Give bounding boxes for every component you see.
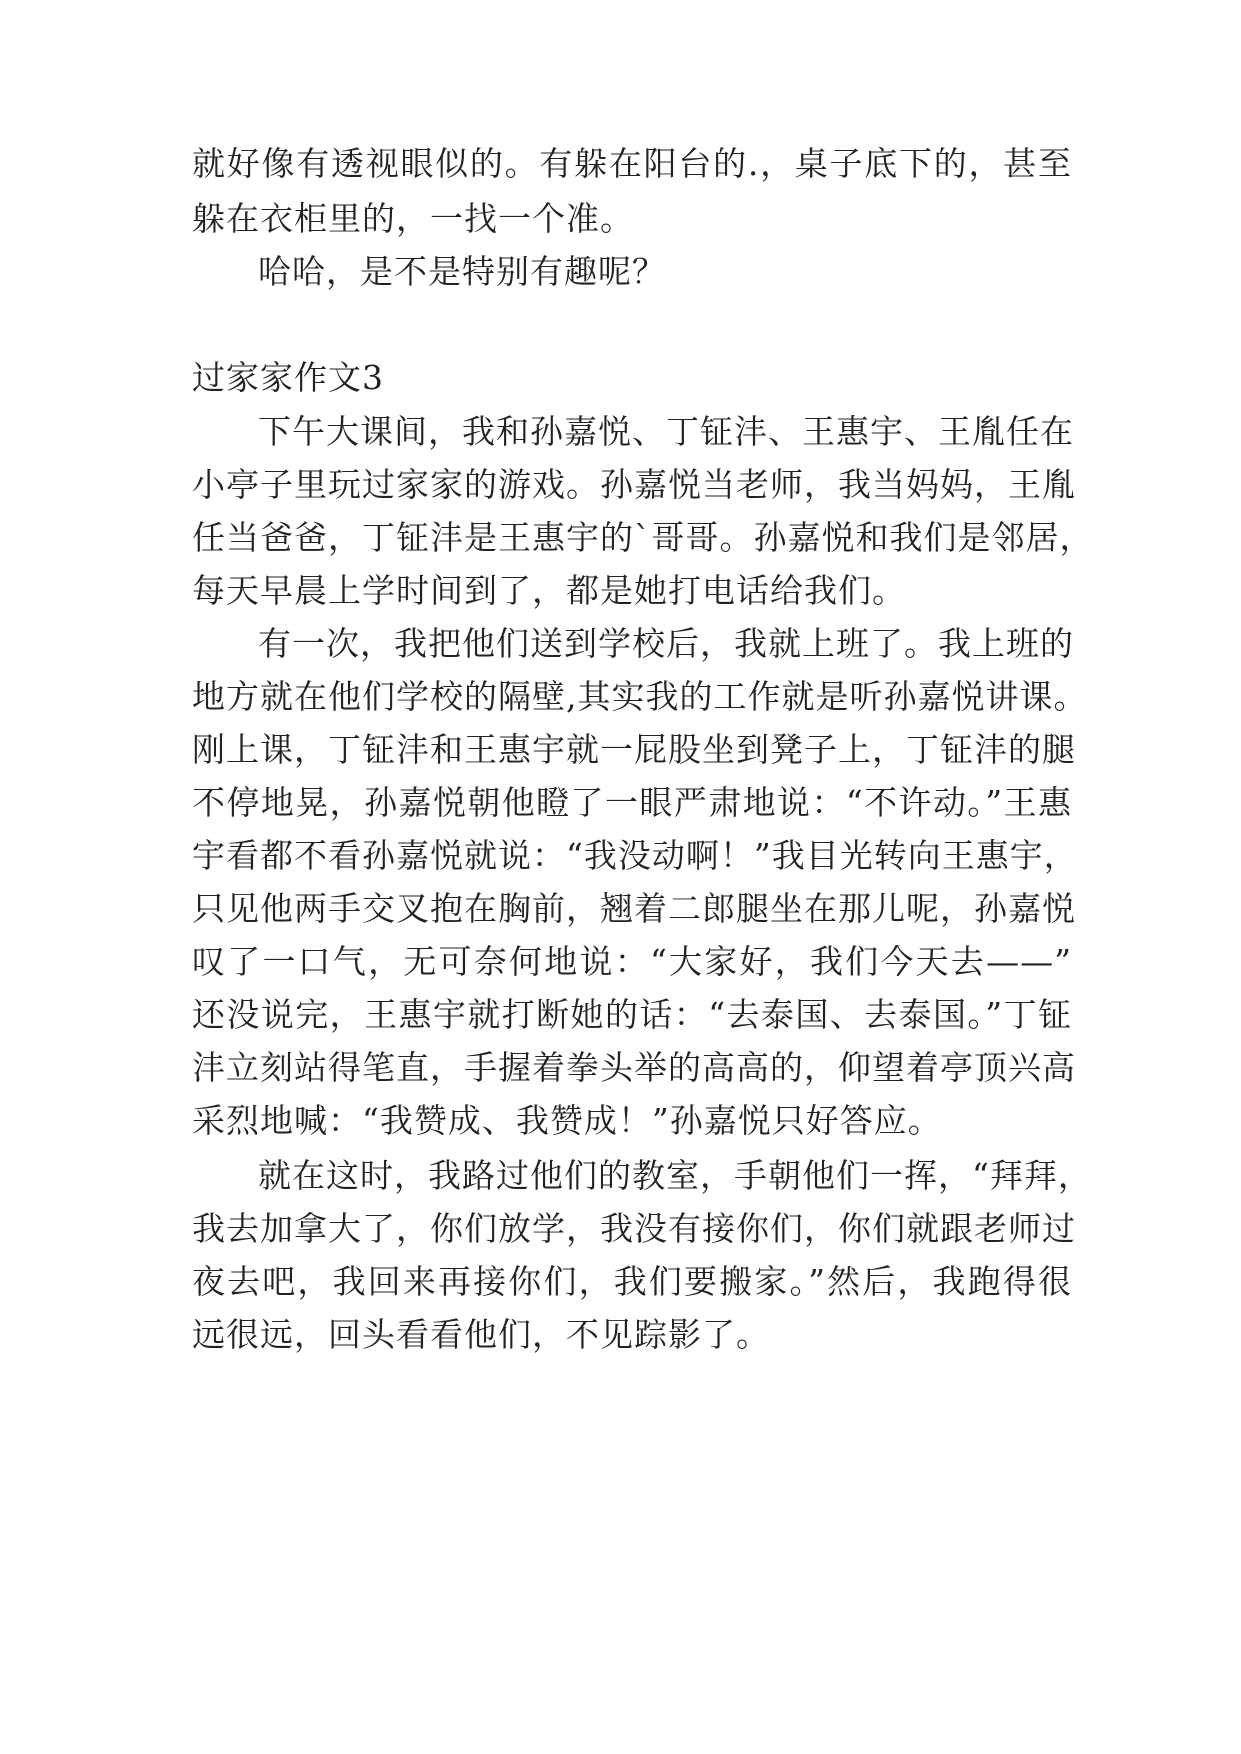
text-line: 叹了一口气，无可奈何地说：“大家好，我们今天去——” [192,942,1072,981]
text-line: 只见他两手交叉抱在胸前，翘着二郎腿坐在那儿呢，孙嘉悦 [192,889,1076,928]
text-line: 地方就在他们学校的隔壁,其实我的工作就是听孙嘉悦讲课。 [192,677,1088,716]
text-line: 沣立刻站得笔直，手握着拳头举的高高的，仰望着亭顶兴高 [192,1048,1076,1087]
text-line: 还没说完，王惠宇就打断她的话：“去泰国、去泰国。”丁钲 [192,995,1072,1034]
text-line: 有一次，我把他们送到学校后，我就上班了。我上班的 [258,624,1074,663]
text-line: 下午大课间，我和孙嘉悦、丁钲沣、王惠宇、王胤任在 [258,412,1074,451]
text-line: 宇看都不看孙嘉悦就说：“我没动啊！”我目光转向王惠宇， [192,836,1078,875]
text-line: 我去加拿大了，你们放学，我没有接你们，你们就跟老师过 [192,1209,1076,1248]
text-line: 躲在衣柜里的，一找一个准。 [192,199,634,238]
text-line: 就在这时，我路过他们的教室，手朝他们一挥，“拜拜， [258,1156,1092,1195]
text-line: 采烈地喊：“我赞成、我赞成！”孙嘉悦只好答应。 [192,1101,942,1140]
closing-line: 哈哈，是不是特别有趣呢？ [258,252,666,291]
section-heading: 过家家作文3 [192,358,384,397]
text-line: 远很远，回头看看他们，不见踪影了。 [192,1315,770,1354]
text-line: 就好像有透视眼似的。有躲在阳台的.，桌子底下的，甚至 [192,144,1072,183]
text-line: 小亭子里玩过家家的游戏。孙嘉悦当老师，我当妈妈，王胤 [192,465,1076,504]
text-line: 每天早晨上学时间到了，都是她打电话给我们。 [192,571,906,610]
text-line: 刚上课，丁钲沣和王惠宇就一屁股坐到凳子上，丁钲沣的腿 [192,730,1076,769]
text-line: 任当爸爸，丁钲沣是王惠宇的`哥哥。孙嘉悦和我们是邻居， [192,518,1094,557]
text-line: 不停地晃，孙嘉悦朝他瞪了一眼严肃地说：“不许动。”王惠 [192,783,1072,822]
text-line: 夜去吧，我回来再接你们，我们要搬家。”然后，我跑得很 [192,1262,1072,1301]
